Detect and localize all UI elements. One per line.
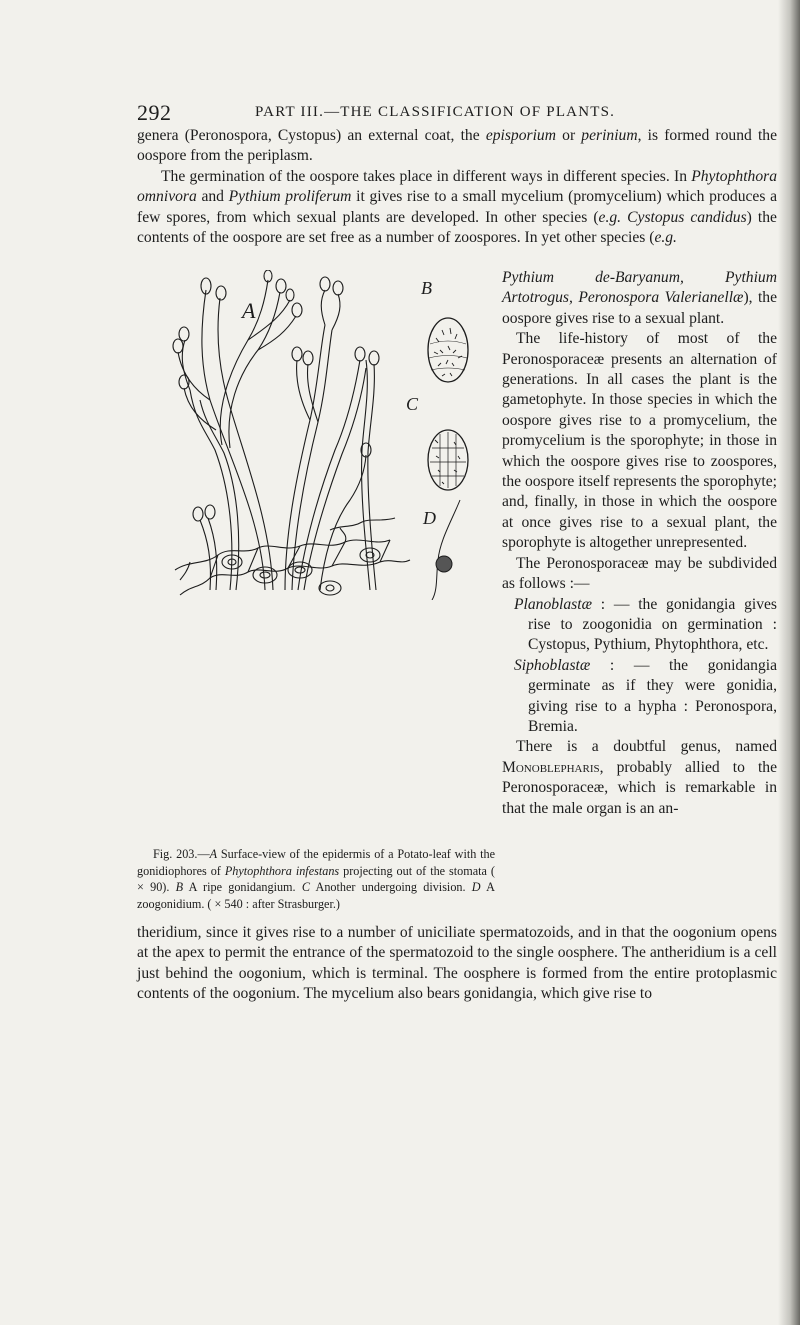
text-run: There is a doubtful genus, named — [516, 738, 777, 756]
term-perinium: perinium — [581, 127, 638, 144]
text-run: ) the contents of the oospore are set free as a number of zoospores. In yet other species ( — [137, 208, 777, 247]
caption-text: Surface-view of the epidermis of a Potato-leaf with the gonidiophores of — [137, 847, 496, 878]
abbreviation: e.g. — [654, 229, 677, 247]
species-name: Phytophthora infestans — [224, 863, 340, 878]
paragraph-continuation-right — [502, 268, 777, 329]
species-name: e.g. Cystopus candidus — [598, 208, 747, 226]
caption-letter: C — [301, 880, 310, 894]
right-column-text — [502, 268, 777, 819]
definition-planoblastae — [514, 595, 777, 656]
figure-caption — [137, 846, 495, 912]
species-list: Pythium de-Baryanum, Pythium Artotrogus, Peronospora Valerianellæ — [502, 269, 777, 307]
figure-label-d: D — [423, 508, 436, 528]
text-run: or — [555, 127, 582, 144]
paragraph-life-history: The life-history of most of the Peronosporaceæ presents an alternation of generations. In all cases the plant is the gametophyte. In those species in which the oospore gives rise to a promycelium, the promycelium is the sporophyte; in those in which the oospore gives rise to zoospores, the oospore itself represents the sporophyte; and, finally, in those in which the oospore at once gives rise to a sexual plant, the sporophyte is altogether unrepresented. — [502, 330, 777, 552]
zoogonidium — [432, 500, 460, 600]
figure-label-c: C — [406, 394, 419, 414]
species-name: Phytophthora omnivora — [137, 168, 777, 206]
paragraph-continuation — [137, 126, 777, 167]
caption-letter: A — [209, 847, 218, 861]
term-planoblastae: Planoblastæ — [514, 595, 592, 613]
running-head: PART III.—THE CLASSIFICATION OF PLANTS. — [255, 104, 616, 120]
caption-text: A zoogonidium. ( × 540 : after Strasburger.) — [137, 880, 495, 911]
page-edge-shadow — [778, 0, 800, 1325]
definition-siphoblastae — [514, 656, 777, 738]
term-siphoblastae: Siphoblastæ — [514, 656, 591, 674]
text-run: , probably allied to the Peronosporaceæ, which is remarkable in that the male organ is an an- — [502, 758, 777, 817]
caption-text: Fig. 203.— — [153, 847, 210, 861]
paragraph-subdivision: The Peronosporaceæ may be subdivided as follows :— — [502, 554, 777, 593]
paragraph-bottom: theridium, since it gives rise to a number of uniciliate spermatozoids, and in that the oogonium opens at the apex to permit the entrance of the spermatozoid to the single oosphere. The antheridium is a cell just behind the oogonium, which is terminal. The oosphere is formed from the entire protoplasmic contents of the oogonium. The mycelium also bears gonidangia, which give rise to — [137, 924, 777, 1003]
page-number: 292 — [137, 100, 172, 125]
epidermis-illustration — [173, 270, 410, 595]
caption-letter: B — [175, 880, 184, 894]
caption-letter: D — [471, 880, 481, 894]
text-run: , is formed round the oospore from the periplasm. — [137, 127, 777, 165]
genus-name: Monoblepharis — [502, 758, 600, 776]
text-run: The germination of the oospore takes place in different ways in different species. In — [161, 168, 692, 185]
text-run: and — [196, 188, 229, 206]
text-run: ), the oospore gives rise to a sexual plant. — [502, 289, 777, 327]
figure-203 — [170, 270, 500, 600]
term-episporium: episporium — [485, 127, 556, 144]
text-run: it gives rise to a small mycelium (promycelium) which produces a few spores, from which sexual plants are developed. In other species ( — [137, 188, 778, 226]
gonidangium-dividing — [428, 430, 468, 490]
paragraph-monoblepharis — [502, 737, 777, 819]
text-run: genera (Peronospora, Cystopus) an external coat, the — [137, 127, 486, 144]
figure-label-b: B — [421, 278, 432, 298]
gonidangium-ripe — [428, 318, 468, 382]
paragraph-germination — [137, 167, 777, 249]
figure-label-a: A — [242, 298, 256, 323]
caption-text: projecting out of the stomata ( × 90). — [137, 863, 495, 894]
caption-text: A ripe gonidangium. — [183, 880, 302, 894]
text-run: : — the gonidangia gives rise to zoogonidia on germination : Cystopus, Pythium, Phytophthora, etc. — [528, 595, 777, 654]
caption-text: Another undergoing division. — [309, 880, 472, 894]
text-run: : — the gonidangia germinate as if they were gonidia, giving rise to a hypha : Peronospora, Bremia. — [528, 656, 777, 735]
species-name: Pythium proliferum — [228, 188, 352, 206]
